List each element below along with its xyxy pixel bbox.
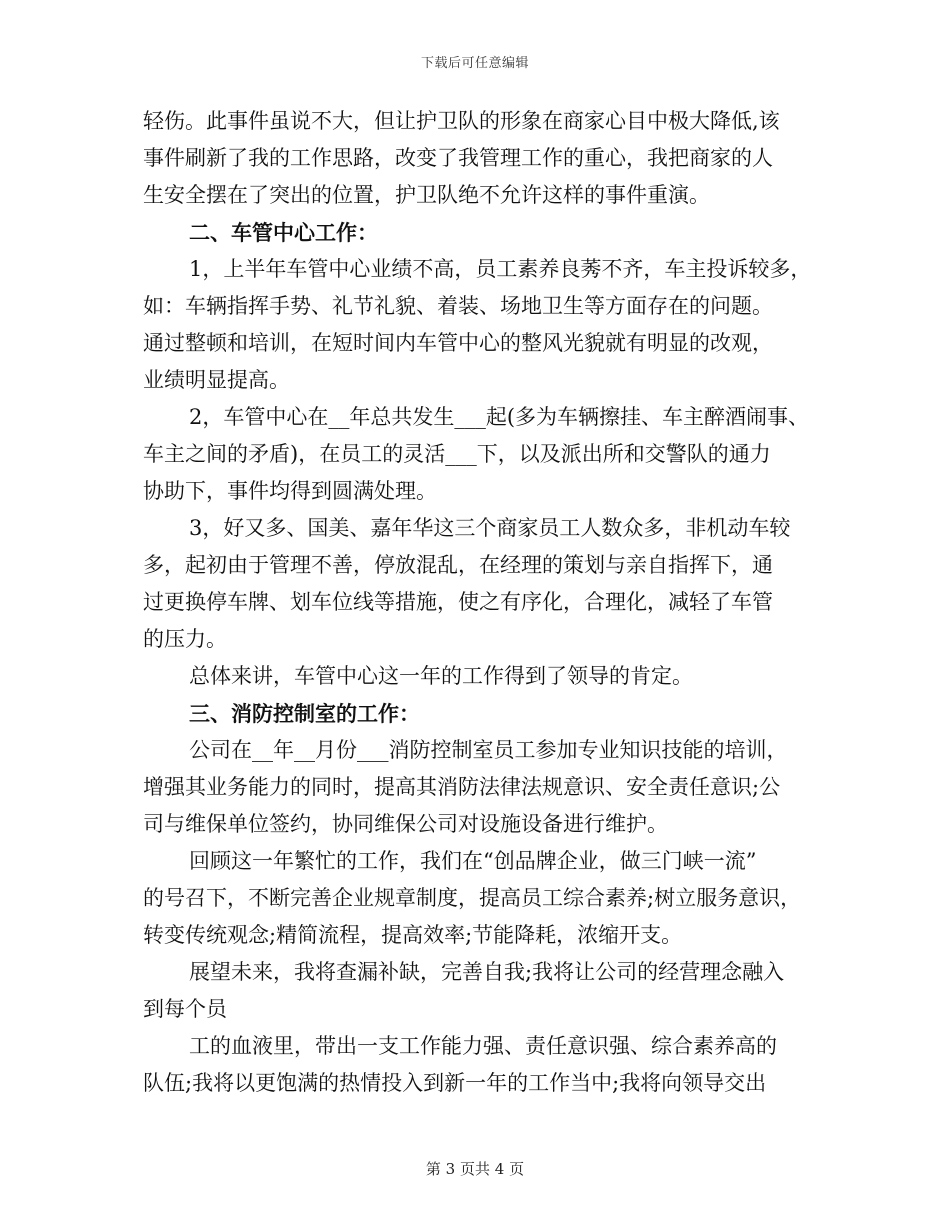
text-line: 多，起初由于管理不善，停放混乱，在经理的策划与亲自指挥下，通: [143, 553, 773, 577]
text-line: 公司在__年__月份___消防控制室员工参加专业知识技能的培训，: [189, 738, 788, 762]
text-line: 如：车辆指挥手势、礼节礼貌、着装、场地卫生等方面存在的问题。: [143, 294, 773, 318]
text-line: 转变传统观念;精简流程，提高效率;节能降耗，浓缩开支。: [143, 923, 683, 947]
text-line: 事件刷新了我的工作思路，改变了我管理工作的重心，我把商家的人: [143, 146, 773, 170]
text-line: 业绩明显提高。: [143, 368, 290, 392]
page-number: 第 3 页共 4 页: [425, 1160, 525, 1178]
text-line: 1，上半年车管中心业绩不高，员工素养良莠不齐，车主投诉较多，: [189, 257, 812, 281]
text-line: 的号召下，不断完善企业规章制度，提高员工综合素养;树立服务意识，: [143, 886, 802, 910]
text-line: 司与维保单位签约，协同维保公司对设施设备进行维护。: [143, 812, 668, 836]
text-line: 回顾这一年繁忙的工作，我们在“创品牌企业，做三门峡一流”: [189, 849, 757, 873]
text-line: 的压力。: [143, 627, 227, 651]
text-line: 过更换停车牌、划车位线等措施，使之有序化，合理化，减轻了车管: [143, 590, 773, 614]
section-heading: 三、消防控制室的工作：: [189, 701, 420, 726]
document-body: [143, 110, 833, 1109]
text-line: 2，车管中心在__年总共发生___起(多为车辆擦挂、车主醉酒闹事、: [189, 405, 810, 429]
text-line: 展望未来，我将查漏补缺，完善自我;我将让公司的经营理念融入: [189, 960, 785, 984]
text-line: 总体来讲，车管中心这一年的工作得到了领导的肯定。: [189, 664, 693, 688]
text-line: 3，好又多、国美、嘉年华这三个商家员工人数众多，非机动车较: [189, 516, 791, 540]
text-line: 工的血液里，带出一支工作能力强、责任意识强、综合素养高的: [189, 1034, 777, 1058]
text-line: 车主之间的矛盾)，在员工的灵活___下，以及派出所和交警队的通力: [143, 442, 771, 466]
section-heading: 二、车管中心工作：: [189, 220, 378, 245]
text-line: 增强其业务能力的同时，提高其消防法律法规意识、安全责任意识;公: [143, 775, 781, 799]
text-line: 队伍;我将以更饱满的热情投入到新一年的工作当中;我将向领导交出: [143, 1071, 767, 1095]
text-line: 轻伤。此事件虽说不大，但让护卫队的形象在商家心目中极大降低,该: [143, 109, 780, 133]
text-line: 通过整顿和培训，在短时间内车管中心的整风光貌就有明显的改观，: [143, 331, 773, 355]
page-header: 下载后可任意编辑: [420, 56, 529, 71]
text-line: 生安全摆在了突出的位置，护卫队绝不允许这样的事件重演。: [143, 183, 710, 207]
text-line: 到每个员: [143, 997, 227, 1021]
text-line: 协助下，事件均得到圆满处理。: [143, 479, 437, 503]
